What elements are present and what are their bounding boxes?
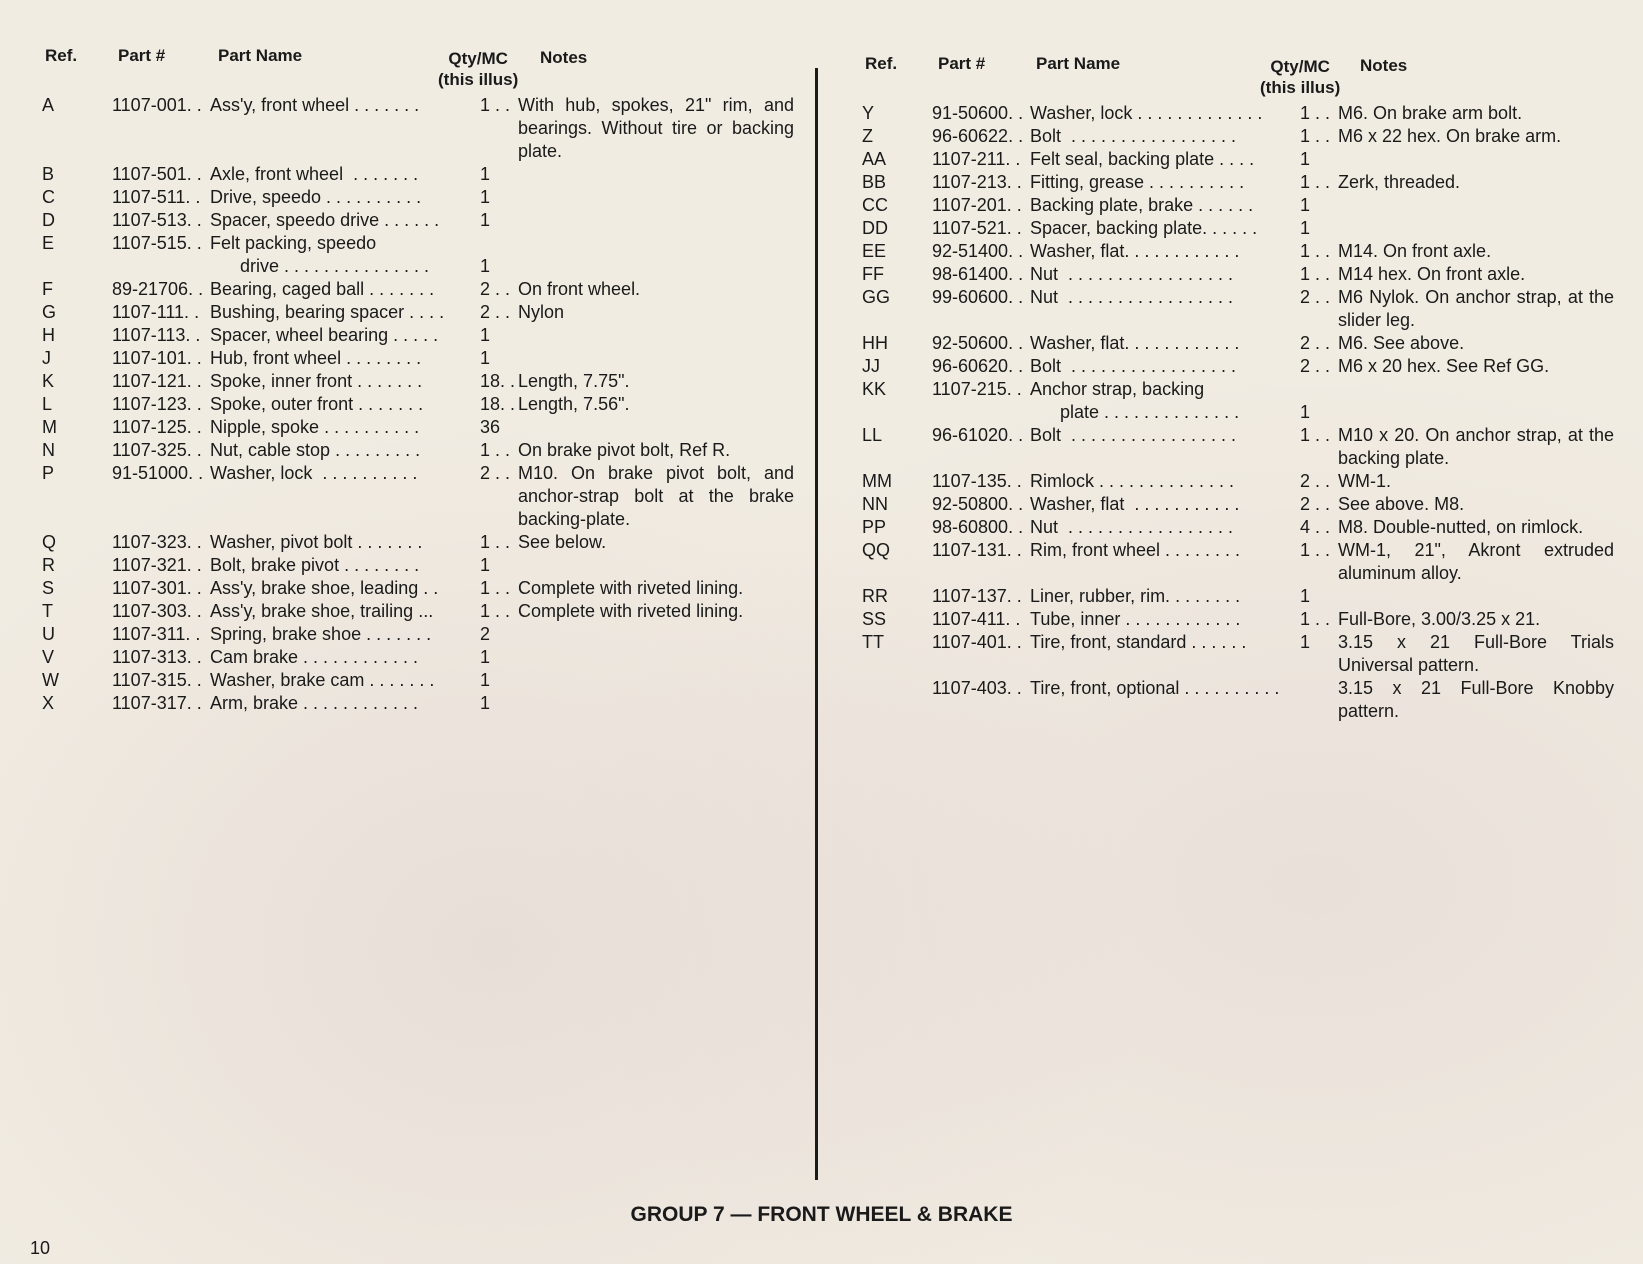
table-row (40, 163, 800, 186)
ref-cell: M (42, 417, 57, 437)
table-row (860, 217, 1620, 240)
part-number-cell: 1107-513. . (112, 210, 202, 230)
part-number-cell: 1107-411. . (932, 609, 1021, 629)
table-row (40, 416, 800, 439)
notes-cell: WM-1, 21", Akront extruded aluminum alloy. (1338, 540, 1614, 583)
table-row (40, 554, 800, 577)
part-name-cell: Nut . . . . . . . . . . . . . . . . . (1030, 264, 1234, 284)
ref-cell: Q (42, 532, 57, 552)
part-name-cell: Rim, front wheel . . . . . . . . (1030, 540, 1241, 560)
ref-cell (860, 401, 932, 424)
qty-cell: 1 (480, 210, 491, 230)
part-name-cell: Bolt, brake pivot . . . . . . . . (210, 555, 420, 575)
ref-cell: JJ (862, 356, 880, 376)
table-row (40, 646, 800, 669)
part-number-cell: 1107-123. . (112, 394, 202, 414)
notes-cell (1338, 148, 1620, 171)
part-number-cell: 1107-001. . (112, 95, 202, 115)
qty-cell: 2 . . (1300, 494, 1331, 514)
part-number-cell: 1107-401. . (932, 632, 1022, 652)
ref-cell: FF (862, 264, 884, 284)
table-row (860, 585, 1620, 608)
ref-cell: SS (862, 609, 887, 629)
notes-cell (518, 692, 800, 715)
header-qty-line2: (this illus) (438, 70, 519, 89)
table-row (40, 255, 800, 278)
qty-cell: 18. . (480, 394, 516, 414)
qty-cell: 1 . . (1300, 540, 1331, 560)
part-number-cell: 1107-317. . (112, 693, 202, 713)
ref-cell: V (42, 647, 55, 667)
header-part-name: Part Name (218, 46, 303, 65)
ref-cell: G (42, 302, 57, 322)
notes-cell: On brake pivot bolt, Ref R. (518, 440, 731, 460)
part-name-cell: Tire, front, optional . . . . . . . . . . (1030, 678, 1280, 698)
ref-cell: U (42, 624, 55, 644)
notes-cell: M14. On front axle. (1338, 241, 1492, 261)
table-row (40, 577, 800, 600)
part-number-cell: 1107-521. . (932, 218, 1022, 238)
notes-cell: Complete with riveted lining. (518, 578, 744, 598)
qty-cell: 1 (1300, 149, 1311, 169)
ref-cell: Z (862, 126, 873, 146)
ref-cell: E (42, 233, 55, 253)
ref-cell (40, 255, 112, 278)
table-row (40, 600, 800, 623)
notes-cell (518, 163, 800, 186)
table-row (860, 470, 1620, 493)
part-name-cell: Nipple, spoke . . . . . . . . . . (210, 417, 420, 437)
notes-cell: Complete with riveted lining. (518, 601, 744, 621)
part-number-cell: 1107-315. . (112, 670, 202, 690)
table-row (860, 171, 1620, 194)
left-table-header (40, 42, 800, 94)
table-row (40, 347, 800, 370)
ref-cell: TT (862, 632, 884, 652)
part-name-cell: Washer, brake cam . . . . . . . (210, 670, 435, 690)
ref-cell: K (42, 371, 55, 391)
part-name-cell: Spacer, speedo drive . . . . . . (210, 210, 440, 230)
part-number-cell: 1107-137. . (932, 586, 1022, 606)
notes-cell: M6 x 20 hex. See Ref GG. (1338, 356, 1550, 376)
part-name-cell: Spring, brake shoe . . . . . . . (210, 624, 432, 644)
qty-cell: 2 . . (1300, 471, 1331, 491)
table-row (860, 332, 1620, 355)
notes-cell: With hub, spokes, 21" rim, and bearings. Without tire or backing plate. (518, 95, 794, 161)
ref-cell (860, 677, 932, 723)
part-number-cell: 1107-101. . (112, 348, 202, 368)
notes-cell: Nylon (518, 302, 565, 322)
part-name-cell: Nut, cable stop . . . . . . . . . (210, 440, 421, 460)
qty-cell: 1 (480, 164, 491, 184)
notes-cell: Full-Bore, 3.00/3.25 x 21. (1338, 609, 1541, 629)
qty-cell: 1 (480, 647, 491, 667)
ref-cell: X (42, 693, 55, 713)
ref-cell: W (42, 670, 59, 690)
notes-cell (518, 186, 800, 209)
part-name-cell: Nut . . . . . . . . . . . . . . . . . (1030, 517, 1234, 537)
table-row (860, 539, 1620, 585)
part-name-cell: Bearing, caged ball . . . . . . . (210, 279, 435, 299)
table-row (860, 355, 1620, 378)
table-row (860, 125, 1620, 148)
qty-cell: 1 (1300, 402, 1311, 422)
table-row (40, 232, 800, 255)
ref-cell: R (42, 555, 55, 575)
ref-cell: LL (862, 425, 883, 445)
part-number-cell: 1107-215. . (932, 379, 1022, 399)
header-notes: Notes (1360, 56, 1408, 75)
notes-cell: M10 x 20. On anchor strap, at the backing plate. (1338, 425, 1614, 468)
left-parts-table (40, 42, 800, 715)
part-name-cell: Axle, front wheel . . . . . . . (210, 164, 419, 184)
notes-cell: Length, 7.75". (518, 371, 630, 391)
qty-cell: 1 (1300, 195, 1311, 215)
part-number-cell: 1107-511. . (112, 187, 201, 207)
part-name-cell: Washer, lock . . . . . . . . . . . . . (1030, 103, 1263, 123)
notes-cell (518, 669, 800, 692)
part-name-cell: Nut . . . . . . . . . . . . . . . . . (1030, 287, 1234, 307)
ref-cell: DD (862, 218, 888, 238)
table-row (40, 669, 800, 692)
notes-cell (518, 232, 800, 255)
part-number-cell: 1107-311. . (112, 624, 201, 644)
qty-cell: 1 (480, 325, 491, 345)
ref-cell: B (42, 164, 55, 184)
qty-cell: 1 (480, 256, 491, 276)
qty-cell: 36 (480, 417, 501, 437)
qty-cell: 1 . . (1300, 172, 1331, 192)
ref-cell: P (42, 463, 55, 483)
qty-cell: 1 (1300, 632, 1311, 652)
notes-cell (518, 347, 800, 370)
ref-cell: QQ (862, 540, 891, 560)
header-part-number: Part # (118, 46, 166, 65)
ref-cell: F (42, 279, 53, 299)
table-row (860, 102, 1620, 125)
notes-cell (518, 646, 800, 669)
part-number-cell: 98-60800. . (932, 517, 1024, 537)
notes-cell: M14 hex. On front axle. (1338, 264, 1526, 284)
part-name-cell: Bushing, bearing spacer . . . . (210, 302, 445, 322)
qty-cell: 1 . . (480, 601, 511, 621)
part-number-cell: 96-61020. . (932, 425, 1024, 445)
ref-cell: S (42, 578, 55, 598)
ref-cell: A (42, 95, 55, 115)
notes-cell: M6 x 22 hex. On brake arm. (1338, 126, 1562, 146)
page-number: 10 (30, 1238, 51, 1258)
part-number-cell: 91-50600. . (932, 103, 1024, 123)
qty-cell: 1 (480, 670, 491, 690)
table-row (860, 378, 1620, 401)
part-name-cell: Spacer, backing plate. . . . . . (1030, 218, 1258, 238)
qty-cell: 1 (480, 348, 491, 368)
ref-cell: RR (862, 586, 888, 606)
ref-cell: CC (862, 195, 888, 215)
table-row (40, 370, 800, 393)
ref-cell: AA (862, 149, 887, 169)
table-row (860, 493, 1620, 516)
part-number-cell: 1107-125. . (112, 417, 202, 437)
part-number-cell: 1107-111. . (112, 302, 200, 322)
part-name-cell: Arm, brake . . . . . . . . . . . . (210, 693, 419, 713)
part-name-cell: Washer, flat. . . . . . . . . . . . (1030, 333, 1240, 353)
ref-cell: H (42, 325, 55, 345)
table-row (860, 608, 1620, 631)
table-row (40, 623, 800, 646)
qty-cell: 2 . . (1300, 333, 1331, 353)
notes-cell: M10. On brake pivot bolt, and anchor-strap bolt at the brake backing-plate. (518, 463, 794, 529)
qty-cell: 1 . . (1300, 103, 1331, 123)
part-name-cell: Drive, speedo . . . . . . . . . . (210, 187, 422, 207)
table-row (40, 531, 800, 554)
ref-cell: Y (862, 103, 875, 123)
part-number-cell: 96-60622. . (932, 126, 1024, 146)
part-number-cell (932, 401, 1030, 424)
part-number-cell: 99-60600. . (932, 287, 1024, 307)
ref-cell: MM (862, 471, 892, 491)
qty-cell: 1 . . (480, 440, 511, 460)
qty-cell: 2 . . (1300, 287, 1331, 307)
part-name-cell: Backing plate, brake . . . . . . (1030, 195, 1254, 215)
notes-cell: See above. M8. (1338, 494, 1465, 514)
part-number-cell: 1107-135. . (932, 471, 1022, 491)
notes-cell: M8. Double-nutted, on rimlock. (1338, 517, 1584, 537)
part-name-cell: plate . . . . . . . . . . . . . . (1030, 402, 1240, 422)
ref-cell: KK (862, 379, 887, 399)
qty-cell: 1 (1300, 586, 1311, 606)
part-name-cell: Ass'y, brake shoe, trailing ... (210, 601, 434, 621)
qty-cell: 4 . . (1300, 517, 1331, 537)
notes-cell: See below. (518, 532, 607, 552)
notes-cell (1338, 585, 1620, 608)
part-name-cell: Bolt . . . . . . . . . . . . . . . . . (1030, 425, 1237, 445)
part-name-cell: Washer, flat. . . . . . . . . . . . (1030, 241, 1240, 261)
part-name-cell: Rimlock . . . . . . . . . . . . . . (1030, 471, 1235, 491)
part-name-cell: Cam brake . . . . . . . . . . . . (210, 647, 419, 667)
qty-cell: 2 (480, 624, 491, 644)
part-number-cell: 1107-131. . (932, 540, 1022, 560)
part-number-cell: 92-50800. . (932, 494, 1024, 514)
part-name-cell: Felt seal, backing plate . . . . (1030, 149, 1255, 169)
part-number-cell: 1107-113. . (112, 325, 201, 345)
qty-cell: 1 . . (1300, 609, 1331, 629)
table-row (40, 301, 800, 324)
ref-cell: NN (862, 494, 888, 514)
qty-cell: 18. . (480, 371, 516, 391)
qty-cell: 1 (480, 555, 491, 575)
part-name-cell: Ass'y, front wheel . . . . . . . (210, 95, 420, 115)
left-rows (40, 94, 800, 715)
part-number-cell: 96-60620. . (932, 356, 1024, 376)
header-qty-line1: Qty/MC (448, 49, 508, 68)
part-name-cell: Washer, flat . . . . . . . . . . . (1030, 494, 1240, 514)
qty-cell (480, 232, 518, 255)
table-row (860, 401, 1620, 424)
ref-cell: EE (862, 241, 887, 261)
column-divider (815, 68, 818, 1180)
part-number-cell: 98-61400. . (932, 264, 1024, 284)
table-row (40, 393, 800, 416)
header-part-number: Part # (938, 54, 986, 73)
part-number-cell: 1107-325. . (112, 440, 202, 460)
part-number-cell: 91-51000. . (112, 463, 204, 483)
qty-cell: 2 . . (1300, 356, 1331, 376)
part-name-cell: Spoke, outer front . . . . . . . (210, 394, 424, 414)
qty-cell: 1 (480, 187, 491, 207)
qty-cell: 1 . . (480, 578, 511, 598)
part-number-cell: 1107-301. . (112, 578, 202, 598)
ref-cell: T (42, 601, 53, 621)
header-notes: Notes (540, 48, 588, 67)
part-number-cell: 92-51400. . (932, 241, 1024, 261)
table-row (860, 516, 1620, 539)
part-number-cell: 1107-213. . (932, 172, 1022, 192)
ref-cell: D (42, 210, 55, 230)
notes-cell: WM-1. (1338, 471, 1391, 491)
part-name-cell: Spoke, inner front . . . . . . . (210, 371, 423, 391)
qty-cell: 1 . . (1300, 264, 1331, 284)
notes-cell: 3.15 x 21 Full-Bore Trials Universal pattern. (1338, 632, 1614, 675)
qty-cell: 2 . . (480, 302, 511, 322)
notes-cell (1338, 378, 1620, 401)
ref-cell: PP (862, 517, 887, 537)
table-row (860, 240, 1620, 263)
part-number-cell: 1107-121. . (112, 371, 202, 391)
qty-cell: 2 . . (480, 279, 511, 299)
part-number-cell: 1107-403. . (932, 678, 1022, 698)
ref-cell: HH (862, 333, 888, 353)
table-row (860, 286, 1620, 332)
ref-cell: N (42, 440, 55, 460)
part-number-cell: 1107-515. . (112, 233, 202, 253)
table-row (40, 324, 800, 347)
notes-cell: M6 Nylok. On anchor strap, at the slider leg. (1338, 287, 1614, 330)
part-name-cell: Tube, inner . . . . . . . . . . . . (1030, 609, 1241, 629)
notes-cell (518, 623, 800, 646)
notes-cell: On front wheel. (518, 279, 641, 299)
notes-cell (518, 209, 800, 232)
part-number-cell: 1107-501. . (112, 164, 202, 184)
right-table-header (860, 50, 1620, 102)
part-number-cell: 1107-211. . (932, 149, 1021, 169)
part-number-cell: 1107-321. . (112, 555, 202, 575)
notes-cell (518, 554, 800, 577)
part-name-cell: Liner, rubber, rim. . . . . . . . (1030, 586, 1241, 606)
part-name-cell: Anchor strap, backing (1030, 379, 1205, 399)
table-row (860, 424, 1620, 470)
ref-cell: J (42, 348, 51, 368)
group-title: GROUP 7 — FRONT WHEEL & BRAKE (630, 1203, 1013, 1226)
part-number-cell: 1107-303. . (112, 601, 202, 621)
qty-cell: 2 . . (480, 463, 511, 483)
part-name-cell: Ass'y, brake shoe, leading . . (210, 578, 439, 598)
right-parts-table (860, 50, 1620, 723)
table-row (40, 692, 800, 715)
notes-cell (1338, 194, 1620, 217)
header-qty (438, 48, 518, 90)
header-qty-line2: (this illus) (1260, 78, 1341, 97)
part-name-cell: Fitting, grease . . . . . . . . . . (1030, 172, 1245, 192)
ref-cell: GG (862, 287, 891, 307)
part-name-cell: Spacer, wheel bearing . . . . . (210, 325, 439, 345)
header-qty (1260, 56, 1340, 98)
table-row (860, 677, 1620, 723)
notes-cell (518, 324, 800, 347)
notes-cell (1338, 401, 1620, 424)
qty-cell: 1 . . (1300, 241, 1331, 261)
qty-cell (1300, 677, 1338, 723)
table-row (40, 278, 800, 301)
ref-cell: L (42, 394, 53, 414)
table-row (860, 148, 1620, 171)
ref-cell: C (42, 187, 55, 207)
part-name-cell: Washer, lock . . . . . . . . . . (210, 463, 418, 483)
table-row (40, 209, 800, 232)
part-number-cell: 1107-323. . (112, 532, 202, 552)
notes-cell: Length, 7.56". (518, 394, 630, 414)
notes-cell (518, 255, 800, 278)
header-ref: Ref. (865, 54, 898, 73)
part-name-cell: Bolt . . . . . . . . . . . . . . . . . (1030, 126, 1237, 146)
notes-cell: M6. See above. (1338, 333, 1465, 353)
qty-cell: 1 . . (1300, 126, 1331, 146)
part-name-cell: Hub, front wheel . . . . . . . . (210, 348, 422, 368)
ref-cell: BB (862, 172, 887, 192)
qty-cell: 1 (1300, 218, 1311, 238)
notes-cell (1338, 217, 1620, 240)
part-number-cell: 1107-313. . (112, 647, 202, 667)
notes-cell (518, 416, 800, 439)
qty-cell: 1 (480, 693, 491, 713)
notes-cell: 3.15 x 21 Full-Bore Knobby pattern. (1338, 678, 1614, 721)
notes-cell: Zerk, threaded. (1338, 172, 1461, 192)
qty-cell (1300, 378, 1338, 401)
notes-cell: M6. On brake arm bolt. (1338, 103, 1523, 123)
part-number-cell (112, 255, 210, 278)
table-row (40, 462, 800, 531)
part-name-cell: Bolt . . . . . . . . . . . . . . . . . (1030, 356, 1237, 376)
table-row (860, 194, 1620, 217)
part-number-cell: 1107-201. . (932, 195, 1022, 215)
qty-cell: 1 . . (480, 532, 511, 552)
part-name-cell: Tire, front, standard . . . . . . (1030, 632, 1247, 652)
part-name-cell: drive . . . . . . . . . . . . . . . (210, 256, 430, 276)
right-rows (860, 102, 1620, 723)
table-row (40, 186, 800, 209)
qty-cell: 1 . . (1300, 425, 1331, 445)
table-row (40, 94, 800, 163)
qty-cell: 1 . . (480, 95, 511, 115)
part-name-cell: Washer, pivot bolt . . . . . . . (210, 532, 423, 552)
header-ref: Ref. (45, 46, 78, 65)
part-name-cell: Felt packing, speedo (210, 233, 377, 253)
table-row (860, 263, 1620, 286)
header-part-name: Part Name (1036, 54, 1121, 73)
part-number-cell: 92-50600. . (932, 333, 1024, 353)
table-row (860, 631, 1620, 677)
part-number-cell: 89-21706. . (112, 279, 204, 299)
table-row (40, 439, 800, 462)
header-qty-line1: Qty/MC (1270, 57, 1330, 76)
